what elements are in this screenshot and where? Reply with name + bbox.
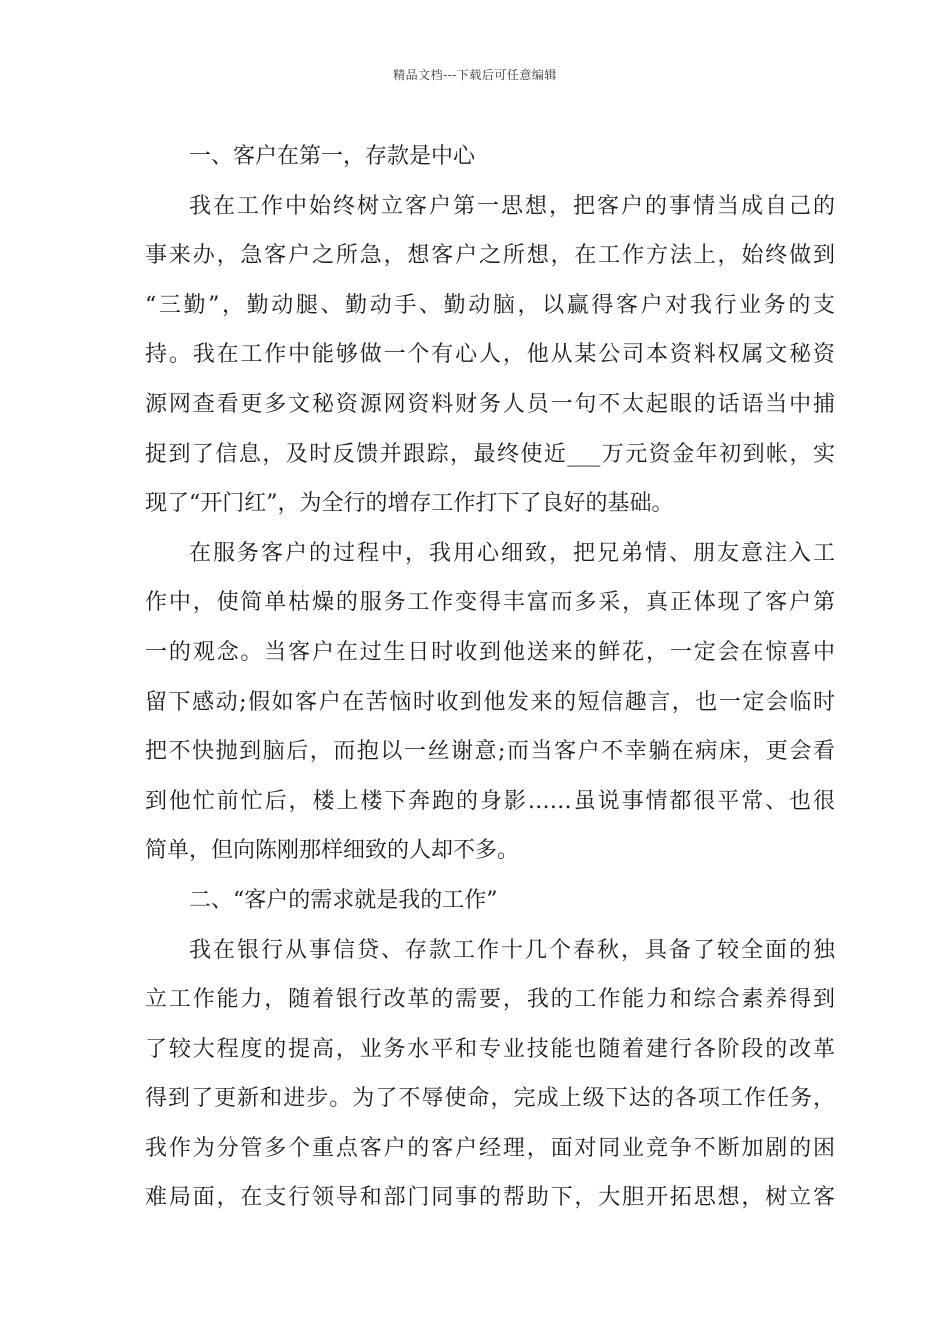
- text-line: 我在工作中始终树立客户第一思想，把客户的事情当成自己的: [189, 193, 835, 219]
- text-line: 捉到了信息，及时反馈并跟踪，最终使近___万元资金年初到帐，实: [145, 441, 835, 467]
- document-body: [145, 132, 835, 1223]
- text-line: 了较大程度的提高，业务水平和专业技能也随着建行各阶段的改革: [145, 1036, 835, 1062]
- text-line: 把不快抛到脑后，而抱以一丝谢意;而当客户不幸躺在病床，更会看: [145, 739, 835, 765]
- text-line: 得到了更新和进步。为了不辱使命，完成上级下达的各项工作任务，: [145, 1086, 835, 1112]
- text-line: 难局面，在支行领导和部门同事的帮助下，大胆开拓思想，树立客: [145, 1185, 835, 1211]
- text-line: 事来办，急客户之所急，想客户之所想，在工作方法上，始终做到: [145, 243, 835, 269]
- text-line: 一、客户在第一，存款是中心: [189, 144, 476, 169]
- text-line: “三勤”，勤动腿、勤动手、勤动脑，以赢得客户对我行业务的支: [145, 292, 835, 318]
- text-line: 到他忙前忙后，楼上楼下奔跑的身影……虽说事情都很平常、也很: [145, 788, 835, 814]
- text-line: 一的观念。当客户在过生日时收到他送来的鲜花，一定会在惊喜中: [145, 639, 835, 665]
- text-line: 我在银行从事信贷、存款工作十几个春秋，具备了较全面的独: [189, 937, 835, 963]
- text-line: 现了“开门红”，为全行的增存工作打下了良好的基础。: [145, 491, 674, 517]
- text-line: 作中，使简单枯燥的服务工作变得丰富而多采，真正体现了客户第: [145, 590, 835, 616]
- text-line: 立工作能力，随着银行改革的需要，我的工作能力和综合素养得到: [145, 987, 835, 1013]
- text-line: 留下感动;假如客户在苦恼时收到他发来的短信趣言，也一定会临时: [145, 689, 835, 715]
- text-line: 二、“客户的需求就是我的工作”: [189, 887, 498, 913]
- text-line: 在服务客户的过程中，我用心细致，把兄弟情、朋友意注入工: [189, 540, 835, 566]
- text-line: 简单，但向陈刚那样细致的人却不多。: [145, 838, 520, 864]
- text-line: 持。我在工作中能够做一个有心人，他从某公司本资料权属文秘资: [145, 342, 835, 368]
- text-line: 我作为分管多个重点客户的客户经理，面对同业竞争不断加剧的困: [145, 1135, 835, 1161]
- page-header: 精品文档---下载后可任意编辑: [393, 68, 557, 82]
- text-line: 源网查看更多文秘资源网资料财务人员一句不太起眼的话语当中捕: [145, 391, 835, 417]
